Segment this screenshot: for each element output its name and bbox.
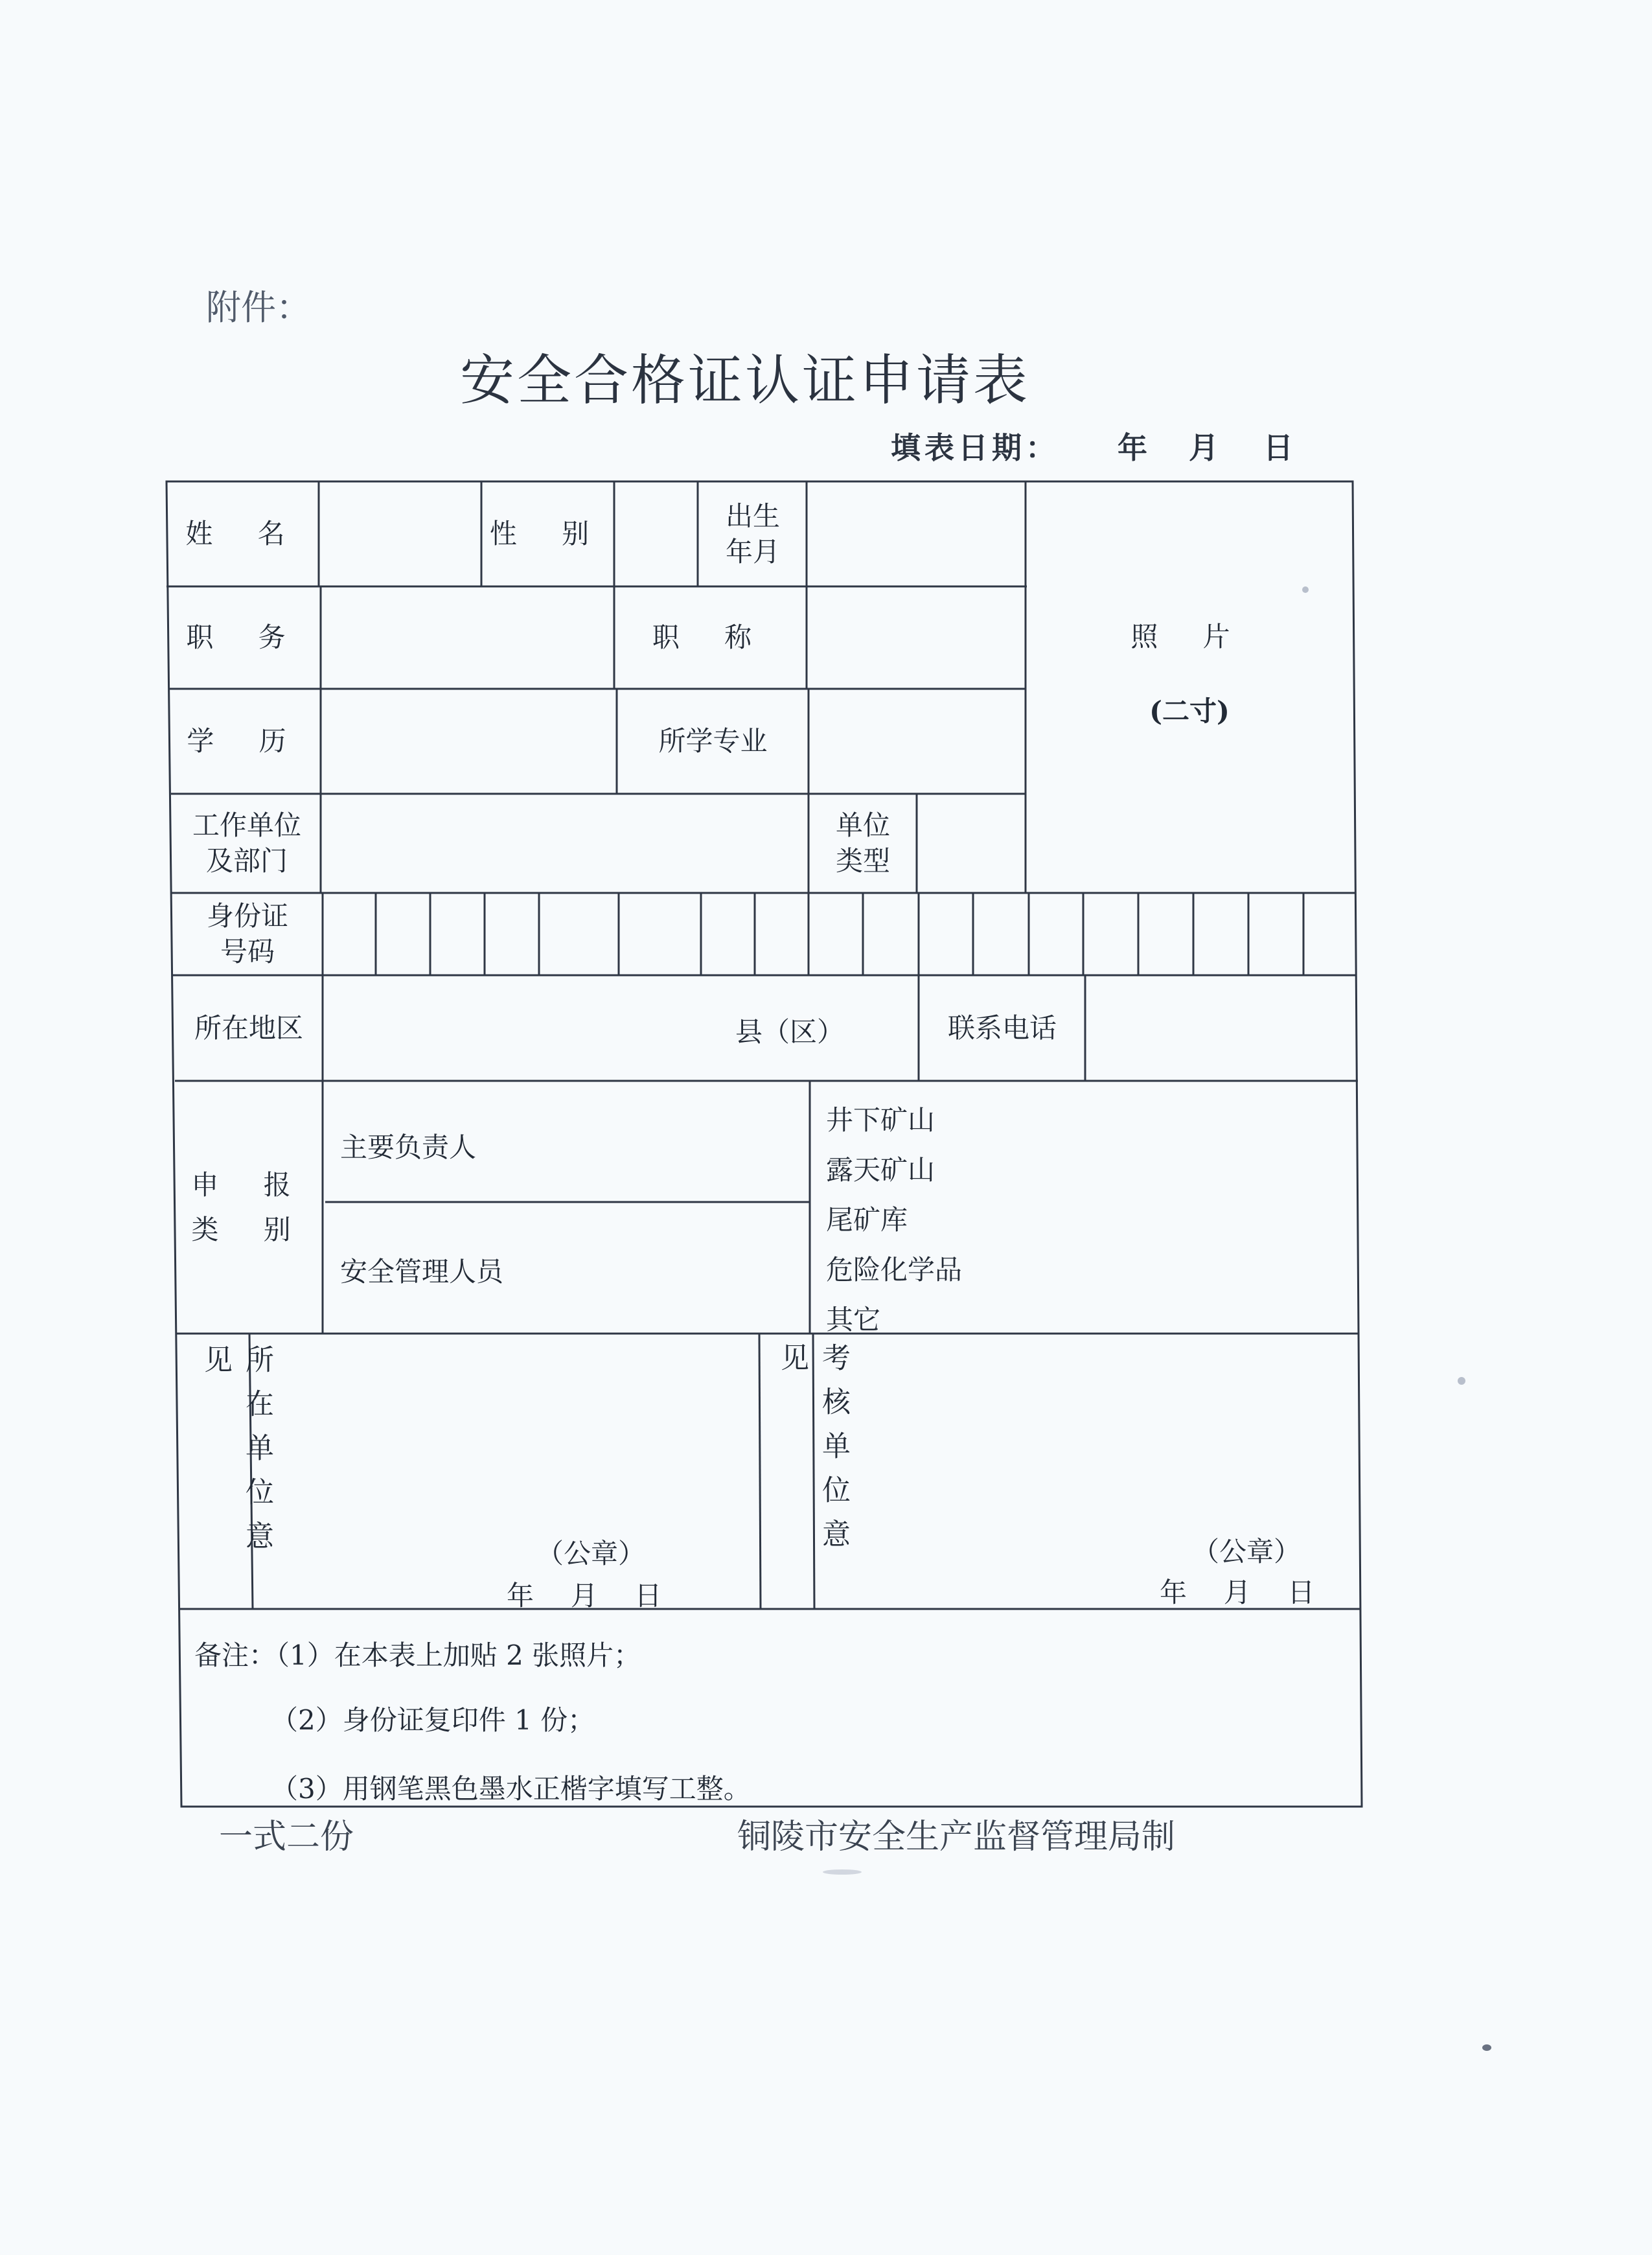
name-field[interactable] [320, 483, 480, 585]
type-list [826, 1095, 962, 1345]
unit-opinion-field[interactable] [254, 1336, 758, 1607]
footer-issuer: 铜陵市安全生产监督管理局制 [737, 1818, 1176, 1856]
photo-size: (二寸) [1149, 695, 1230, 727]
birth-field[interactable] [808, 483, 1024, 585]
work-unit-label-line1: 工作单位 [192, 809, 301, 842]
notes-item-1 [194, 1634, 641, 1673]
exam-opinion-label: 考核单位意见 [775, 1343, 850, 1563]
major-label: 所学专业 [658, 724, 768, 757]
fill-date-year: 年 [1118, 430, 1151, 465]
unit-type-label-line1: 单位 [835, 809, 890, 842]
scan-speck [1482, 2044, 1491, 2051]
phone-field[interactable] [1086, 977, 1356, 1080]
photo-label: 照 片 [1130, 620, 1248, 653]
id-number-label [173, 894, 322, 975]
scan-speck [823, 1869, 862, 1875]
fill-date-month: 月 [1189, 430, 1222, 465]
type-open-pit-mine[interactable]: 露天矿山 [826, 1154, 935, 1186]
unit-type-label-line2: 类型 [835, 845, 890, 877]
unit-opinion-label: 所在单位意见 [199, 1345, 273, 1565]
type-other[interactable]: 其它 [826, 1304, 881, 1336]
major-field[interactable] [810, 690, 1024, 792]
role-primary[interactable]: 主要负责人 [340, 1131, 477, 1163]
work-unit-field[interactable] [324, 795, 807, 892]
birth-label-line2: 年月 [725, 536, 780, 568]
title-field[interactable] [808, 588, 1024, 688]
category-label [176, 1082, 324, 1333]
notes-item-3: （3）用钢笔黑色墨水正楷字填写工整。 [271, 1773, 751, 1805]
notes-item-2: （2）身份证复印件 1 份； [271, 1704, 595, 1736]
title-label: 职 称 [652, 621, 770, 653]
type-hazardous-chemicals[interactable]: 危险化学品 [826, 1254, 963, 1286]
work-unit-label [172, 795, 322, 892]
category-label-line2: 类 别 [191, 1213, 309, 1245]
fill-date-day: 日 [1263, 430, 1297, 465]
type-underground-mine[interactable]: 井下矿山 [826, 1104, 935, 1136]
name-label: 姓 名 [185, 517, 303, 549]
type-tailings-pond[interactable]: 尾矿库 [826, 1204, 908, 1236]
attachment-label: 附件： [206, 287, 311, 328]
id-number-boxes[interactable] [324, 894, 1354, 975]
unit-type-field[interactable] [918, 795, 1024, 892]
notes-item-1-text: （1）在本表上加贴 2 张照片； [276, 1639, 641, 1671]
exam-opinion-seal: （公章） [1192, 1536, 1302, 1567]
gender-field[interactable] [615, 483, 696, 585]
scan-speck [1302, 586, 1309, 593]
id-label-line1: 身份证 [206, 900, 288, 932]
unit-type-label [810, 795, 916, 892]
photo-box [1027, 483, 1352, 892]
role-safety-manager[interactable]: 安全管理人员 [340, 1256, 504, 1288]
region-label: 所在地区 [194, 1012, 303, 1044]
region-field[interactable] [324, 977, 713, 1080]
scan-speck [1458, 1377, 1465, 1385]
education-field[interactable] [322, 690, 615, 792]
birth-label-line1: 出生 [725, 500, 780, 533]
footer-copies: 一式二份 [219, 1818, 354, 1856]
position-label: 职 务 [186, 621, 304, 653]
unit-opinion-date: 年 月 日 [507, 1580, 669, 1612]
work-unit-label-line2: 及部门 [205, 845, 288, 877]
birth-label [699, 486, 807, 583]
gender-label: 性 别 [489, 517, 608, 549]
category-label-line1: 申 报 [191, 1168, 309, 1201]
position-field[interactable] [322, 588, 613, 688]
notes-prefix: 备注： [194, 1639, 277, 1671]
unit-opinion-seal: （公章） [536, 1538, 646, 1569]
exam-opinion-date: 年 月 日 [1160, 1577, 1322, 1608]
county-label: 县（区） [735, 1016, 845, 1048]
id-label-line2: 号码 [220, 936, 275, 967]
education-label: 学 历 [187, 724, 304, 757]
form-title: 安全合格证认证申请表 [459, 349, 1030, 412]
phone-label: 联系电话 [947, 1012, 1057, 1044]
fill-date-label: 填表日期： [891, 430, 1059, 465]
